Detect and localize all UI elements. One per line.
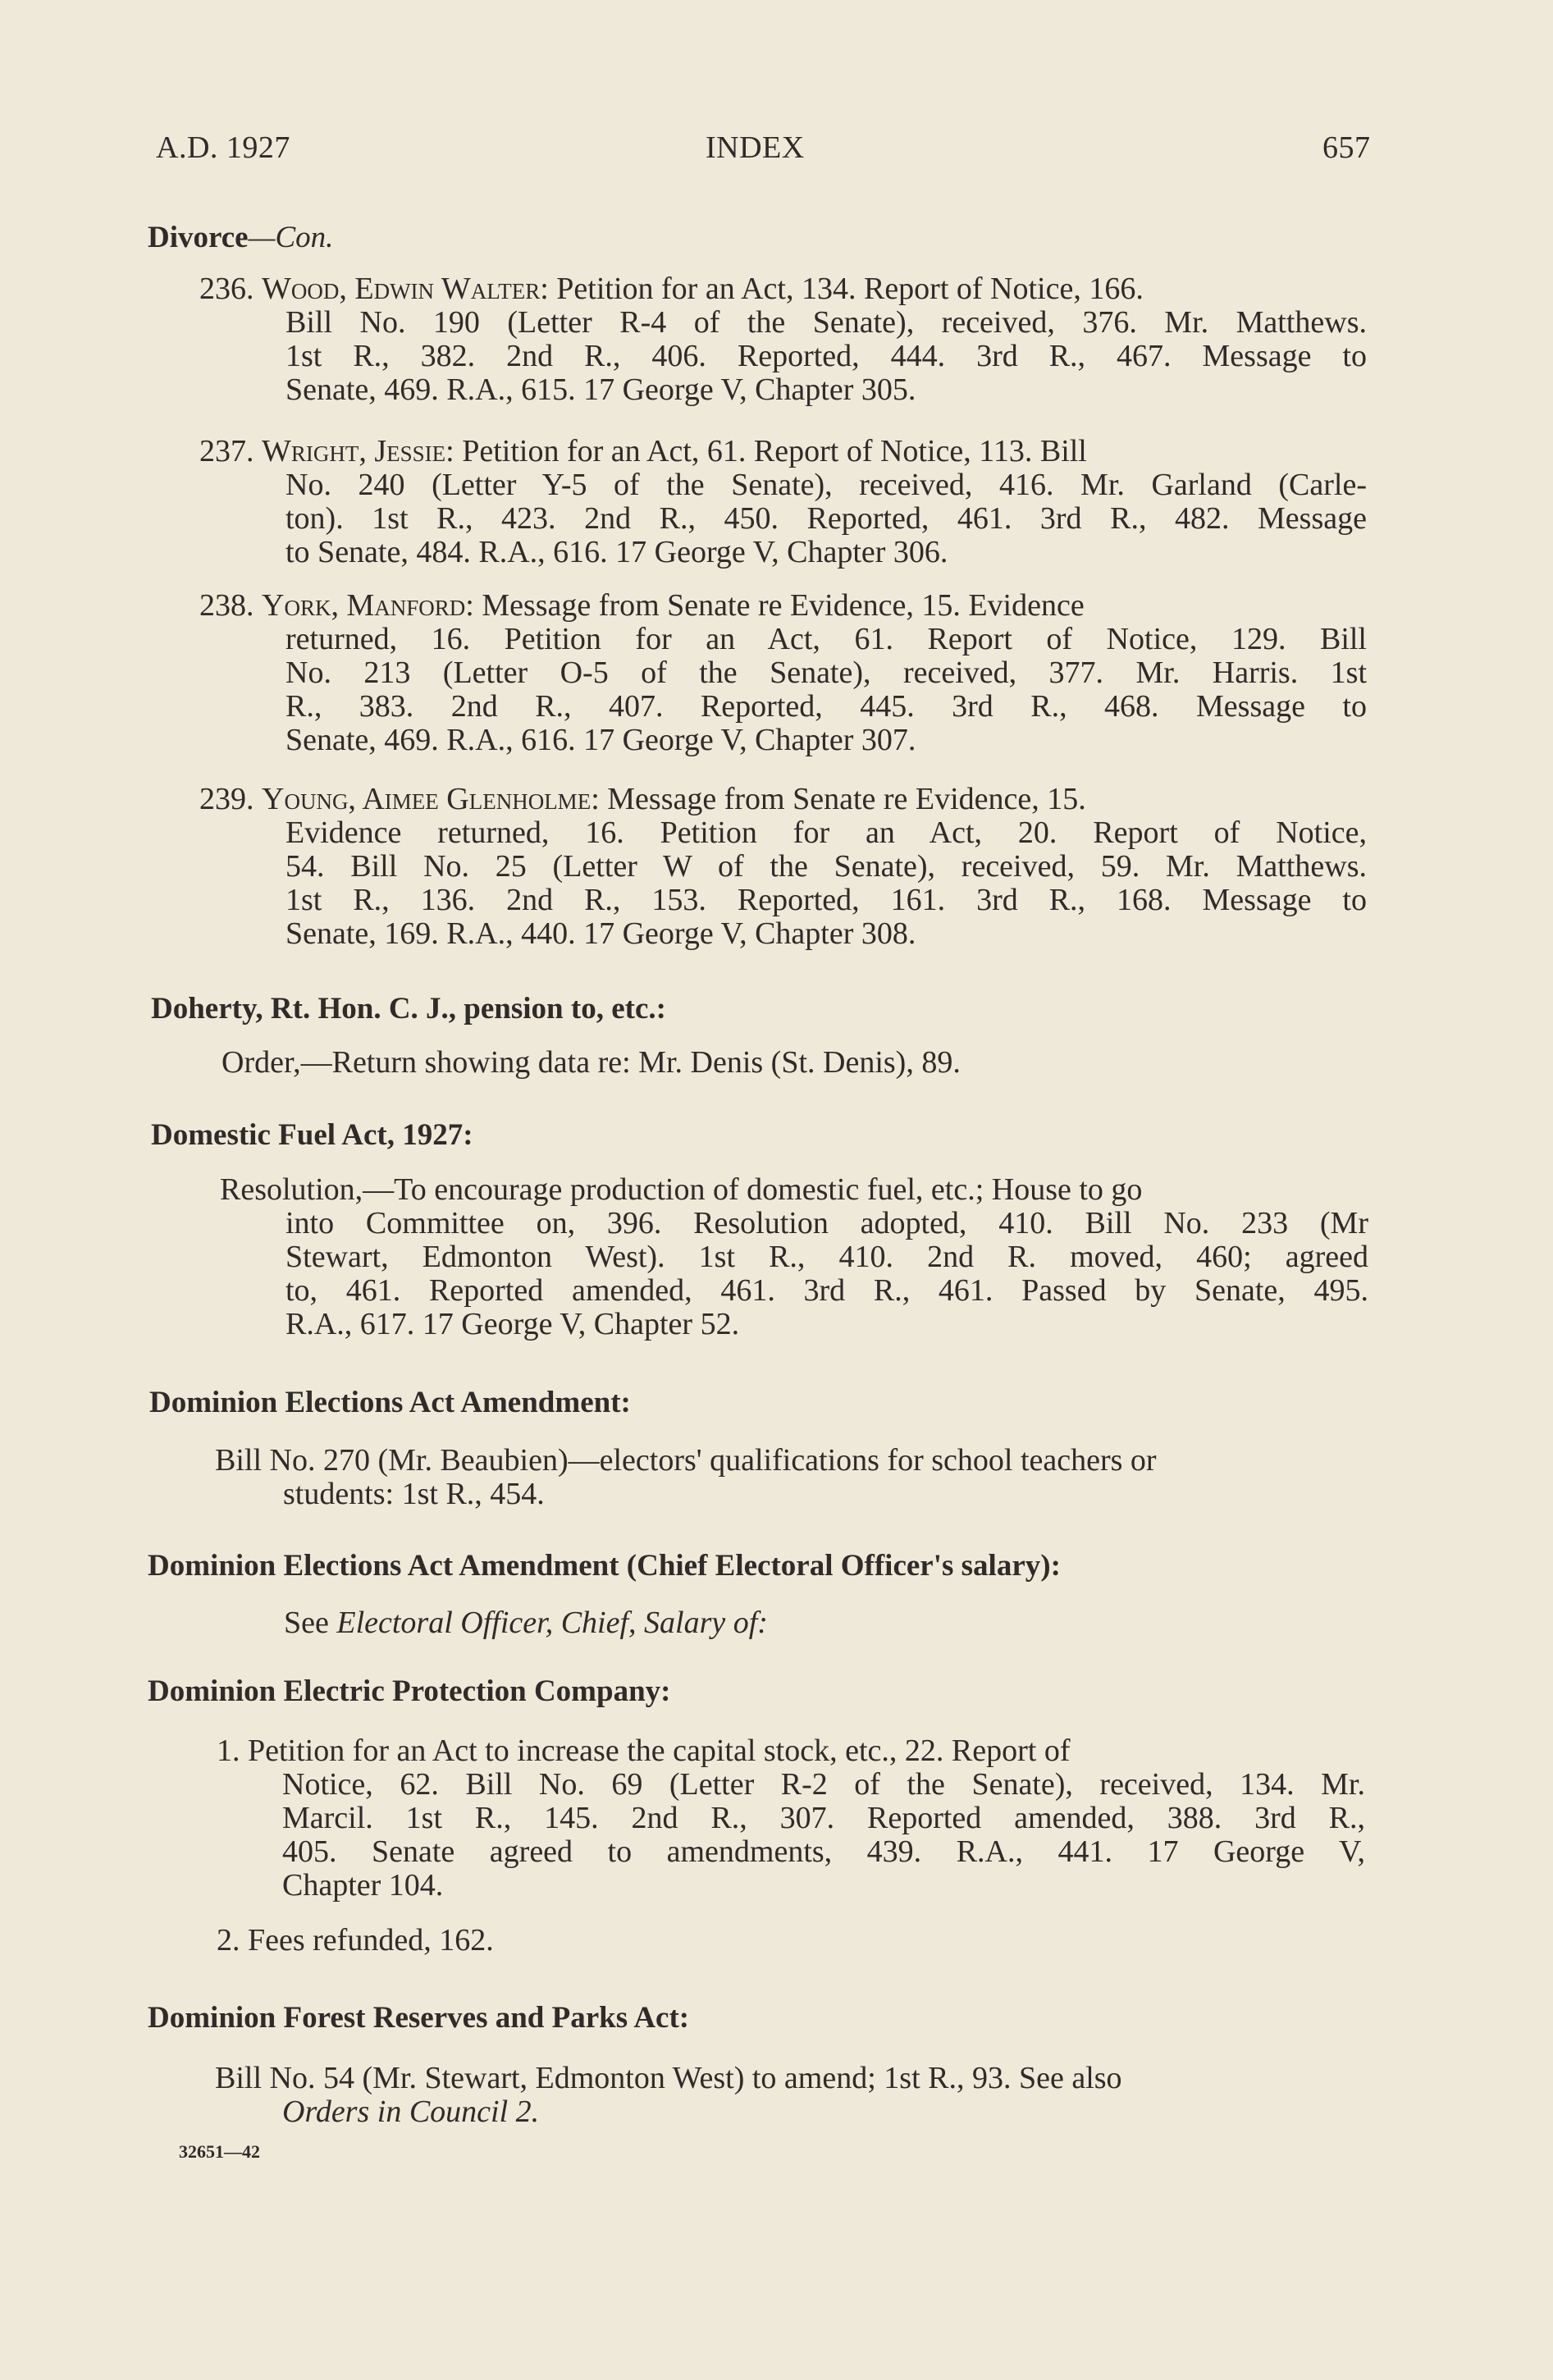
item-line: 405. Senate agreed to amendments, 439. R.A., 441. 17 George V, [282,1834,1365,1869]
item-line: Notice, 62. Bill No. 69 (Letter R-2 of the Senate), received, 134. Mr. [282,1767,1365,1802]
entry-line: R., 383. 2nd R., 407. Reported, 445. 3rd R., 468. Message to [285,689,1367,724]
item-line: Chapter 104. [282,1868,444,1903]
entry-body [285,468,1367,569]
fuel-line: into Committee on, 396. Resolution adopted, 410. Bill No. 233 (Mr [285,1206,1368,1240]
entry-first-line [199,783,1086,816]
section-heading-electric-protection: Dominion Electric Protection Company: [148,1674,671,1708]
see-target: Electoral Officer, Chief, Salary of: [336,1606,768,1640]
section-heading-elections-salary: Dominion Elections Act Amendment (Chief Electoral Officer's salary): [148,1549,1061,1583]
fuel-body [285,1207,1368,1341]
fuel-line: R.A., 617. 17 George V, Chapter 52. [285,1307,740,1341]
entry-body [285,816,1367,951]
item-first-line [217,1734,1070,1768]
header-title: INDEX [706,130,805,165]
fuel-line: to, 461. Reported amended, 461. 3rd R., 461. Passed by Senate, 495. [285,1273,1368,1308]
item-line: Petition for an Act to increase the capital stock, etc., 22. Report of [248,1734,1071,1768]
entry-line: No. 213 (Letter O-5 of the Senate), received, 377. Mr. Harris. 1st [285,656,1367,690]
entry-line: ton). 1st R., 423. 2nd R., 450. Reported, 461. 3rd R., 482. Message [285,501,1367,536]
entry-line: : Message from Senate re Evidence, 15. Evidence [465,588,1085,623]
section-heading-domestic-fuel: Domestic Fuel Act, 1927: [151,1118,473,1152]
elections-line: students: 1st R., 454. [283,1477,545,1511]
entry-name: Wright, Jessie [262,434,446,468]
section-heading-divorce [148,220,333,255]
section-heading-forest-reserves: Dominion Forest Reserves and Parks Act: [148,2001,690,2035]
item-line: Marcil. 1st R., 145. 2nd R., 307. Reported amended, 388. 3rd R., [282,1801,1365,1835]
entry-line: : Petition for an Act, 61. Report of Notice, 113. Bill [445,434,1087,468]
forest-line: Orders in Council 2. [282,2094,540,2129]
entry-line: No. 240 (Letter Y-5 of the Senate), received, 416. Mr. Garland (Carle- [285,468,1367,502]
entry-first-line [199,435,1087,468]
entry-body [285,623,1367,757]
entry-body [285,306,1367,407]
entry-line: 1st R., 136. 2nd R., 153. Reported, 161. 3rd R., 168. Message to [285,883,1367,917]
heading-text: Divorce [148,221,249,254]
item-body [282,1768,1365,1903]
entry-line: : Petition for an Act, 134. Report of Notice, 166. [540,272,1144,306]
page-number: 657 [1322,130,1371,165]
entry-line: : Message from Senate re Evidence, 15. [591,782,1086,816]
heading-continued: —Con. [248,221,334,254]
doherty-line: Order,—Return showing data re: Mr. Denis (St. Denis), 89. [222,1045,961,1080]
entry-line: Senate, 169. R.A., 440. 17 George V, Chapter 308. [285,916,916,951]
entry-first-line [199,589,1085,623]
fuel-line: Resolution,—To encourage production of domestic fuel, etc.; House to go [220,1172,1143,1207]
item-line: Fees refunded, 162. [248,1923,494,1957]
entry-line: 1st R., 382. 2nd R., 406. Reported, 444. 3rd R., 467. Message to [285,339,1367,373]
fuel-line: Stewart, Edmonton West). 1st R., 410. 2nd R. moved, 460; agreed [285,1240,1368,1274]
see-reference [284,1606,768,1640]
entry-name: Wood, Edwin Walter [262,272,541,306]
entry-name: Young, Aimee Glenholme [262,782,592,816]
entry-line: Senate, 469. R.A., 615. 17 George V, Chapter 305. [285,372,916,407]
entry-line: Evidence returned, 16. Petition for an Act, 20. Report of Notice, [285,815,1367,850]
entry-line: to Senate, 484. R.A., 616. 17 George V, Chapter 306. [285,535,948,569]
elections-line: Bill No. 270 (Mr. Beaubien)—electors' qualifications for school teachers or [215,1443,1157,1478]
print-code: 32651—42 [179,2141,260,2162]
item-number: 2. [217,1923,240,1957]
entry-number: 237. [199,434,254,468]
forest-line: Bill No. 54 (Mr. Stewart, Edmonton West) to amend; 1st R., 93. See also [215,2061,1122,2095]
item-first-line [217,1924,494,1957]
entry-line: returned, 16. Petition for an Act, 61. Report of Notice, 129. Bill [285,622,1367,656]
header-year: A.D. 1927 [156,130,290,165]
entry-number: 238. [199,588,254,623]
entry-line: Bill No. 190 (Letter R-4 of the Senate), received, 376. Mr. Matthews. [285,305,1367,340]
item-number: 1. [217,1734,240,1768]
section-heading-elections: Dominion Elections Act Amendment: [149,1386,631,1419]
entry-name: York, Manford [262,588,466,623]
see-label: See [284,1606,329,1640]
entry-first-line [199,272,1144,306]
section-heading-doherty: Doherty, Rt. Hon. C. J., pension to, etc.: [151,992,666,1026]
entry-line: 54. Bill No. 25 (Letter W of the Senate), received, 59. Mr. Matthews. [285,849,1367,884]
entry-number: 236. [199,272,254,306]
entry-line: Senate, 469. R.A., 616. 17 George V, Chapter 307. [285,723,916,757]
entry-number: 239. [199,782,254,816]
